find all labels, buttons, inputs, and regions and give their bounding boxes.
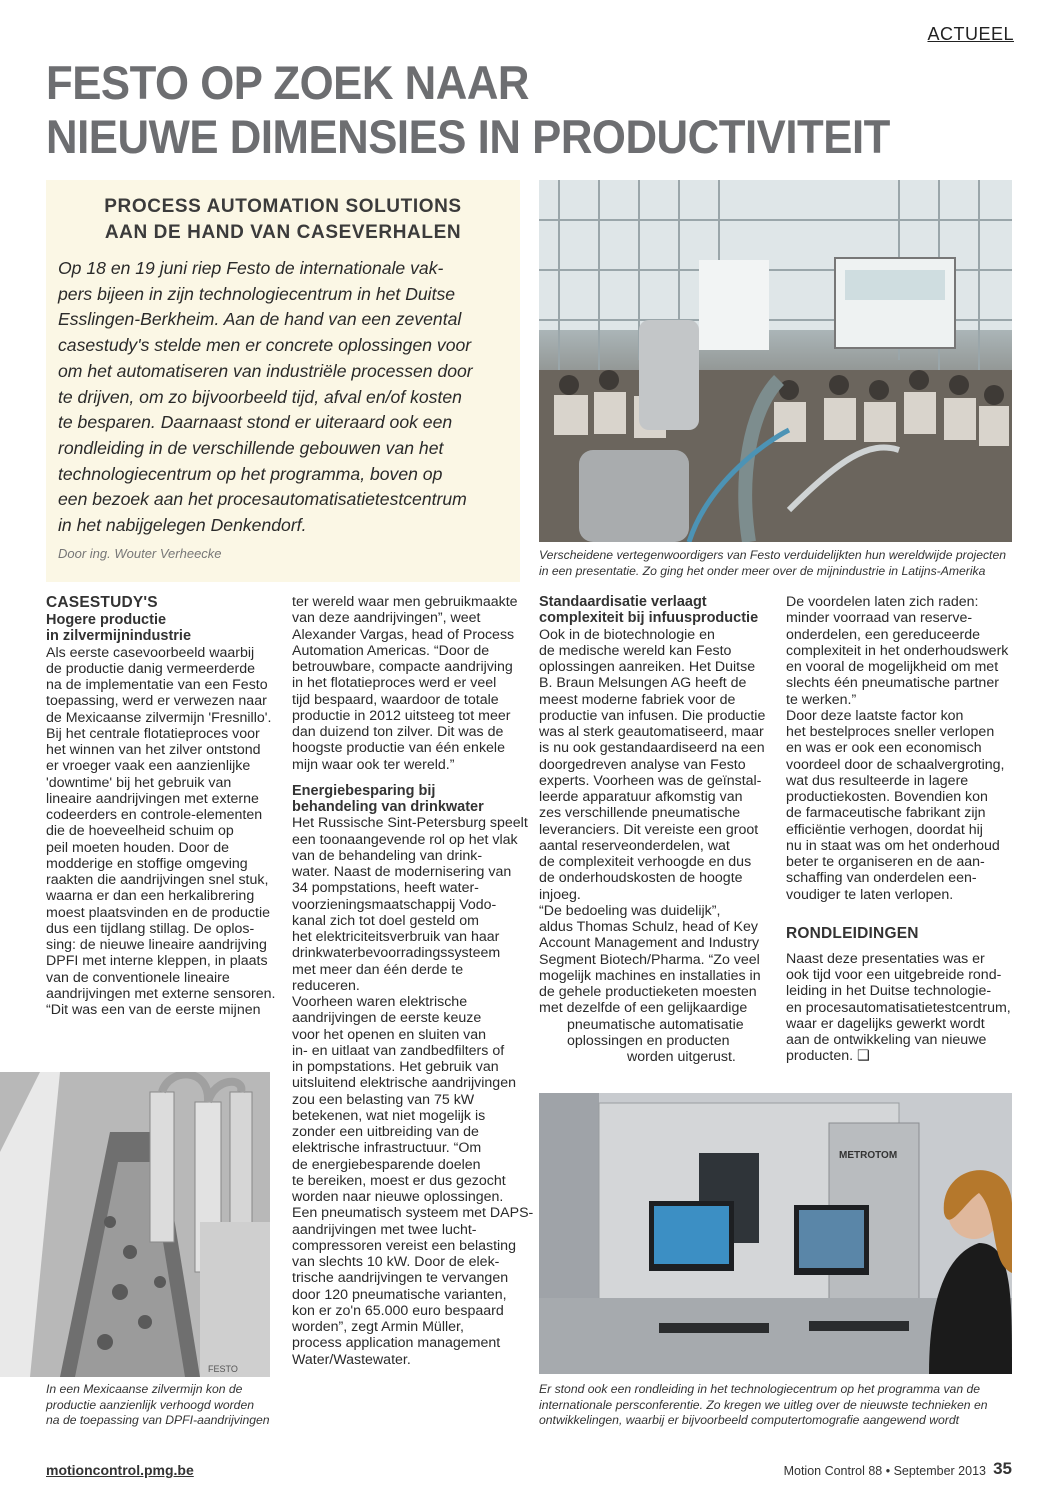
- text-line: producten. ❑: [786, 1048, 870, 1065]
- text-line: worden”, zegt Armin Müller,: [292, 1319, 464, 1335]
- body-text: [786, 594, 1014, 903]
- text-line: sing: de nieuwe lineaire aandrijving: [46, 937, 267, 953]
- text-line: dus een tijdlang stillag. De oplos-: [46, 920, 255, 937]
- headline-line: NIEUWE DIMENSIES IN PRODUCTIVITEIT: [46, 110, 890, 163]
- subhead-line: PROCESS AUTOMATION SOLUTIONS: [104, 196, 462, 217]
- heading-line: behandeling van drinkwater: [292, 799, 484, 815]
- text-line: Voorheen waren elektrische: [292, 994, 468, 1010]
- text-line: modderige en stoffige omgeving: [46, 855, 248, 872]
- text-line: process application management: [292, 1335, 501, 1352]
- metrotom-lab-illustration: [539, 1093, 1012, 1374]
- text-line: er vroeger vaak een aanzienlijke: [46, 758, 251, 775]
- text-line: de medische wereld kan Festo: [539, 642, 732, 659]
- lead-paragraph: [58, 256, 512, 539]
- column-3: [539, 594, 771, 1065]
- text-line: DPFI met interne kleppen, in plaats: [46, 953, 268, 970]
- text-line: 34 pompstations, heeft water-: [292, 880, 479, 897]
- text-line: zonder een uitbreiding van de: [292, 1124, 479, 1140]
- text-line: het winnen van het zilver ontstond: [46, 742, 261, 758]
- lead-line: Op 18 en 19 juni riep Festo de internationale vak-: [58, 258, 444, 278]
- text-line: elektrische infrastructuur. “Om: [292, 1140, 482, 1157]
- column-4: [786, 594, 1014, 1065]
- caption-lab: [539, 1382, 988, 1429]
- text-line: oplossingen aanreiken. Het Duitse: [539, 659, 756, 675]
- caption-line: Er stond ook een rondleiding in het technologiecentrum op het programma van de: [539, 1382, 981, 1396]
- text-line: voorzieningsmaatschappij Vodo-: [292, 896, 497, 913]
- text-line: waarna er dan een herkalibrering: [46, 888, 255, 905]
- text-line: pneumatische automatisatie: [567, 1016, 744, 1033]
- text-line: de farmaceutische fabrikant zijn: [786, 805, 986, 822]
- text-line: Als eerste casevoorbeeld waarbij: [46, 644, 255, 661]
- text-line: van de conventionele lineaire: [46, 969, 230, 986]
- text-line: aldus Thomas Schulz, head of Key: [539, 919, 758, 935]
- text-line: Door deze laatste factor kon: [786, 707, 964, 724]
- text-line: nu in staat was om het onderhoud: [786, 837, 1000, 854]
- text-line: mogelijk machines en installaties in: [539, 967, 761, 984]
- heading-line: complexiteit bij infuusproductie: [539, 610, 759, 627]
- text-line: ter wereld waar men gebruikmaakte: [292, 594, 518, 610]
- heading-line: Standaardisatie verlaagt: [539, 594, 707, 610]
- byline: Door ing. Wouter Verheecke: [58, 546, 222, 561]
- metrotom-lab-photo: [539, 1093, 1012, 1374]
- text-line: tijd bespaard, waardoor de totale: [292, 691, 499, 708]
- subheading-infusion: [539, 594, 771, 627]
- text-line: de energiebesparende doelen: [292, 1156, 481, 1173]
- text-line: productie van infusen. Die productie: [539, 707, 766, 724]
- text-line: Ook in de biotechnologie en: [539, 626, 715, 643]
- text-line: Een pneumatisch systeem met DAPS-: [292, 1205, 534, 1222]
- text-line: was al sterk geautomatiseerd, maar: [539, 724, 764, 740]
- text-line: meest moderne fabriek voor de: [539, 691, 736, 708]
- text-line: toepassing, werd er verwezen naar: [46, 693, 267, 710]
- text-line: dan duizend ton zilver. Dit was de: [292, 724, 504, 740]
- text-line: reduceren.: [292, 977, 360, 994]
- caption-line: ontwikkelingen, waarbij er bijvoorbeeld computertomografie aangewend wordt: [539, 1413, 960, 1428]
- text-line: die de hoeveelheid schuim op: [46, 823, 234, 840]
- text-line: productie in 2012 uitsteeg tot meer: [292, 707, 511, 724]
- text-line: “Dit was een van de eerste mijnen: [46, 1002, 261, 1018]
- body-text: [46, 645, 274, 1019]
- text-line: 'downtime' bij het gebruik van: [46, 774, 232, 791]
- lead-line: te besparen. Daarnaast stond er uiteraard ook een: [58, 412, 453, 433]
- text-line: zou een belasting van 75 kW: [292, 1091, 475, 1108]
- text-line: van de behandeling van drink-: [292, 847, 483, 864]
- text-line: beter te organiseren en de aan-: [786, 854, 985, 870]
- caption-line: in een presentatie. Zo ging het onder meer over de mijnindustrie in Latijns-Amerika: [539, 563, 986, 578]
- text-line: Alexander Vargas, head of Process: [292, 626, 515, 643]
- lead-line: een bezoek aan het procesautomatisatietestcentrum: [58, 489, 467, 510]
- text-line: Account Management and Industry: [539, 935, 760, 952]
- text-line: Naast deze presentaties was er: [786, 950, 985, 967]
- text-line: Bij het centrale flotatieproces voor: [46, 725, 260, 742]
- section-heading-casestudys: CASESTUDY'S: [46, 594, 158, 611]
- text-line: door 120 pneumatische varianten,: [292, 1286, 507, 1303]
- text-line: te werken.”: [786, 691, 857, 708]
- text-line: leerde apparatuur afkomstig van: [539, 789, 743, 805]
- text-line: efficiëntie verhogen, doordat hij: [786, 821, 983, 838]
- footer-publication: Motion Control 88 • September 2013: [783, 1464, 986, 1478]
- caption-line: na de toepassing van DPFI-aandrijvingen: [46, 1413, 270, 1428]
- text-line: van slechts 10 kW. Door de elek-: [292, 1254, 500, 1270]
- text-line: een toonaangevende rol op het vlak: [292, 831, 518, 848]
- headline-line: FESTO OP ZOEK NAAR: [46, 56, 530, 109]
- text-line: Het Russische Sint-Petersburg speelt: [292, 815, 528, 832]
- text-line: worden naar nieuwe oplossingen.: [292, 1189, 504, 1205]
- lead-line: Esslingen-Berkheim. Aan de hand van een zevental: [58, 309, 462, 330]
- intro-box: [46, 180, 520, 582]
- text-line: experts. Voorheen was de geïnstal-: [539, 772, 762, 789]
- text-line: en was er ook een economisch: [786, 740, 982, 757]
- lead-line: casestudy's stelde men er concrete oplossingen voor: [58, 335, 472, 356]
- lead-line: technologiecentrum op het programma, boven op: [58, 463, 443, 484]
- text-line: leiding in het Duitse technologie-: [786, 983, 992, 1000]
- heading-line: in zilvermijnindustrie: [46, 628, 192, 645]
- text-line: aantal reserveonderdelen, wat: [539, 837, 730, 854]
- mine-brand-label: FESTO: [208, 1364, 238, 1374]
- heading-line: Energiebesparing bij: [292, 782, 436, 799]
- text-line: voudiger te laten verlopen.: [786, 886, 954, 903]
- text-line: De voordelen laten zich raden:: [786, 594, 979, 610]
- text-line: mijn waar ook ter wereld.”: [292, 756, 455, 773]
- lead-line: pers bijeen in zijn technologiecentrum in het Duitse: [58, 283, 456, 304]
- conference-hall-illustration: [539, 180, 1012, 542]
- text-line: in- en uitlaat van zandbedfilters of: [292, 1042, 505, 1059]
- text-line: doorgedreven analyse van Festo: [539, 756, 746, 773]
- text-line: onderdelen, een gereduceerde: [786, 626, 981, 643]
- text-line: zes verschillende pneumatische: [539, 805, 741, 822]
- text-line: de gehele productieketen moesten: [539, 984, 757, 1000]
- text-line: drinkwaterbevoorradingssysteem: [292, 945, 501, 962]
- text-line: de productie danig vermeerderde: [46, 660, 256, 677]
- headline: [46, 56, 957, 164]
- text-line: betrouwbare, compacte aandrijving: [292, 659, 513, 675]
- text-line: aandrijvingen met twee lucht-: [292, 1221, 477, 1238]
- caption-mine: [46, 1382, 270, 1429]
- text-line: met dezelfde of een gelijkaardige: [539, 1000, 748, 1017]
- body-text: [786, 951, 1014, 1065]
- text-line: betekenen, wat niet mogelijk is: [292, 1107, 486, 1124]
- text-line: in het flotatieproces werd er veel: [292, 675, 497, 692]
- text-line: voor het openen en sluiten van: [292, 1026, 487, 1043]
- text-line: B. Braun Melsungen AG heeft de: [539, 675, 747, 692]
- text-line: na de implementatie van een Festo: [46, 677, 268, 693]
- text-line: kanal zich tot doel gesteld om: [292, 912, 479, 929]
- silver-mine-illustration: [0, 1072, 270, 1377]
- silver-mine-photo: [0, 1072, 270, 1377]
- text-line: waar er dagelijks gewerkt wordt: [786, 1015, 985, 1032]
- text-line: is nu ook gestandaardiseerd na een: [539, 740, 765, 757]
- lead-line: rondleiding in de verschillende gebouwen van het: [58, 437, 444, 458]
- caption-line: In een Mexicaanse zilvermijn kon de: [46, 1382, 243, 1396]
- text-line: het bestelproces sneller verlopen: [786, 724, 995, 740]
- text-line: met meer dan één derde te: [292, 961, 464, 978]
- text-line: raakten die aandrijvingen snel stuk,: [46, 872, 269, 888]
- text-line: worden uitgerust.: [627, 1049, 736, 1065]
- caption-line: internationale persconferentie. Zo kregen we uitleg over de nieuwste technieken en: [539, 1397, 988, 1412]
- text-line: en vooral de mogelijkheid om met: [786, 659, 999, 675]
- text-line: de Mexicaanse zilvermijn 'Fresnillo'.: [46, 709, 272, 726]
- body-text: [539, 627, 771, 1066]
- conference-hall-photo: [539, 180, 1012, 542]
- text-line: het elektriciteitsverbruik van haar: [292, 929, 500, 945]
- text-line: voordeel door de schaalvergroting,: [786, 756, 1005, 773]
- column-2: [292, 594, 534, 1368]
- text-line: ook tijd voor een uitgebreide rond-: [786, 967, 1002, 983]
- text-line: lineaire aandrijvingen met externe: [46, 790, 259, 807]
- body-text: [292, 815, 534, 1368]
- text-line: aandrijvingen met externe sensoren.: [46, 985, 276, 1002]
- lead-line: in het nabijgelegen Denkendorf.: [58, 515, 307, 536]
- text-line: injoeg.: [539, 886, 581, 903]
- text-line: aan de ontwikkeling van nieuwe: [786, 1032, 987, 1048]
- body-text: [292, 594, 524, 773]
- subhead: [46, 194, 520, 246]
- text-line: “De bedoeling was duidelijk”,: [539, 902, 721, 919]
- text-line: kon er zo'n 65.000 euro bespaard: [292, 1302, 504, 1319]
- text-line: oplossingen en producten: [567, 1032, 730, 1049]
- text-line: compressoren vereist een belasting: [292, 1237, 516, 1254]
- text-line: Automation Americas. “Door de: [292, 642, 490, 659]
- text-line: codeerders en controle-elementen: [46, 807, 263, 823]
- subheading-silver-mine: [46, 612, 274, 645]
- caption-hall: [539, 548, 1006, 579]
- text-line: te bereiken, moest er dus gezocht: [292, 1172, 506, 1189]
- section-tag: ACTUEEL: [927, 24, 1014, 44]
- heading-line: Hogere productie: [46, 612, 167, 628]
- text-line: complexiteit in het onderhoudswerk: [786, 642, 1009, 659]
- lead-line: te drijven, om zo bijvoorbeeld tijd, afval en/of kosten: [58, 386, 462, 407]
- caption-line: Verscheidene vertegenwoordigers van Festo verduidelijkten hun wereldwijde projecten: [539, 548, 1007, 562]
- text-line: minder voorraad van reserve-: [786, 610, 973, 627]
- caption-line: productie aanzienlijk verhoogd worden: [46, 1397, 254, 1412]
- text-line: aandrijvingen de eerste keuze: [292, 1010, 482, 1027]
- column-1: [46, 594, 274, 1018]
- text-line: in pompstations. Het gebruik van: [292, 1059, 499, 1075]
- text-line: peil moeten houden. Door de: [46, 839, 229, 856]
- lab-brand-label: METROTOM: [839, 1150, 898, 1161]
- text-line: trische aandrijvingen te vervangen: [292, 1270, 509, 1287]
- text-line: slechts één pneumatische partner: [786, 675, 999, 692]
- text-line: Segment Biotech/Pharma. “Zo veel: [539, 951, 760, 968]
- text-line: hoogste productie van één enkele: [292, 740, 505, 757]
- text-line: uitsluitend elektrische aandrijvingen: [292, 1075, 516, 1092]
- subhead-line: AAN DE HAND VAN CASEVERHALEN: [104, 222, 462, 243]
- section-heading-rondleidingen: RONDLEIDINGEN: [786, 924, 919, 942]
- text-line: van deze aandrijvingen”, weet: [292, 610, 481, 627]
- text-line: Water/Wastewater.: [292, 1351, 411, 1368]
- text-line: en procesautomatisatietestcentrum,: [786, 999, 1011, 1016]
- text-line: productiekosten. Bovendien kon: [786, 789, 988, 805]
- subheading-drinking-water: [292, 783, 524, 816]
- footer-website-link[interactable]: motioncontrol.pmg.be: [46, 1462, 194, 1478]
- text-line: moest plaatsvinden en de productie: [46, 904, 270, 921]
- text-line: schaffing van onderdelen een-: [786, 870, 977, 887]
- page-number: 35: [993, 1459, 1012, 1478]
- text-line: leveranciers. Dit vereiste een groot: [539, 821, 759, 838]
- text-line: water. Naast de modernisering van: [292, 864, 512, 880]
- text-line: wat dus resulteerde in lagere: [786, 772, 969, 789]
- text-line: de complexiteit verhoogde en dus: [539, 854, 752, 870]
- lead-line: om het automatiseren van industriële processen door: [58, 360, 473, 381]
- text-line: de onderhoudskosten de hoogte: [539, 870, 743, 887]
